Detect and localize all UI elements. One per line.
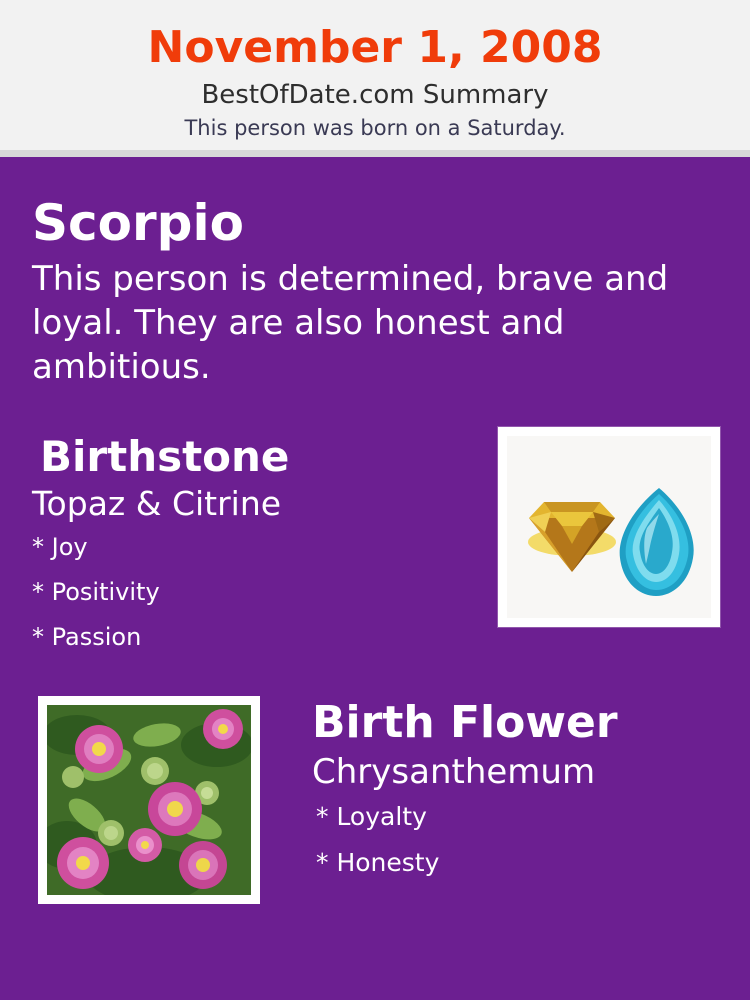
birthflower-text — [278, 696, 720, 886]
chrysanthemum-photo — [47, 705, 251, 895]
header-divider — [0, 150, 750, 157]
zodiac-description: This person is determined, brave and loyal. They are also honest and ambitious. — [32, 259, 669, 387]
page-title: November 1, 2008 — [147, 22, 603, 73]
birthstone-names: Topaz & Citrine — [32, 484, 282, 523]
birthstone-trait: * Passion — [32, 623, 142, 651]
flower-illustration — [47, 705, 251, 895]
gems-illustration — [507, 436, 711, 618]
site-name: BestOfDate.com Summary — [201, 80, 549, 110]
birthstone-title: Birthstone — [40, 432, 290, 481]
birthflower-trait: * Loyalty — [316, 802, 427, 831]
birthflower-section — [30, 696, 720, 916]
card-body — [0, 157, 750, 1000]
birthstone-gems-photo — [507, 436, 711, 618]
zodiac-sign-title: Scorpio — [32, 194, 244, 252]
birthstone-trait: * Positivity — [32, 578, 160, 606]
birthstone-section — [30, 431, 720, 660]
birthflower-name: Chrysanthemum — [312, 752, 596, 792]
birthstone-trait: * Joy — [32, 533, 88, 561]
birthflower-title: Birth Flower — [312, 697, 618, 748]
birthflower-photo-frame — [38, 696, 260, 904]
birthflower-trait: * Honesty — [316, 848, 440, 877]
card-header — [0, 0, 750, 150]
birth-day-text: This person was born on a Saturday. — [184, 116, 566, 140]
birthstone-photo-frame — [498, 427, 720, 627]
